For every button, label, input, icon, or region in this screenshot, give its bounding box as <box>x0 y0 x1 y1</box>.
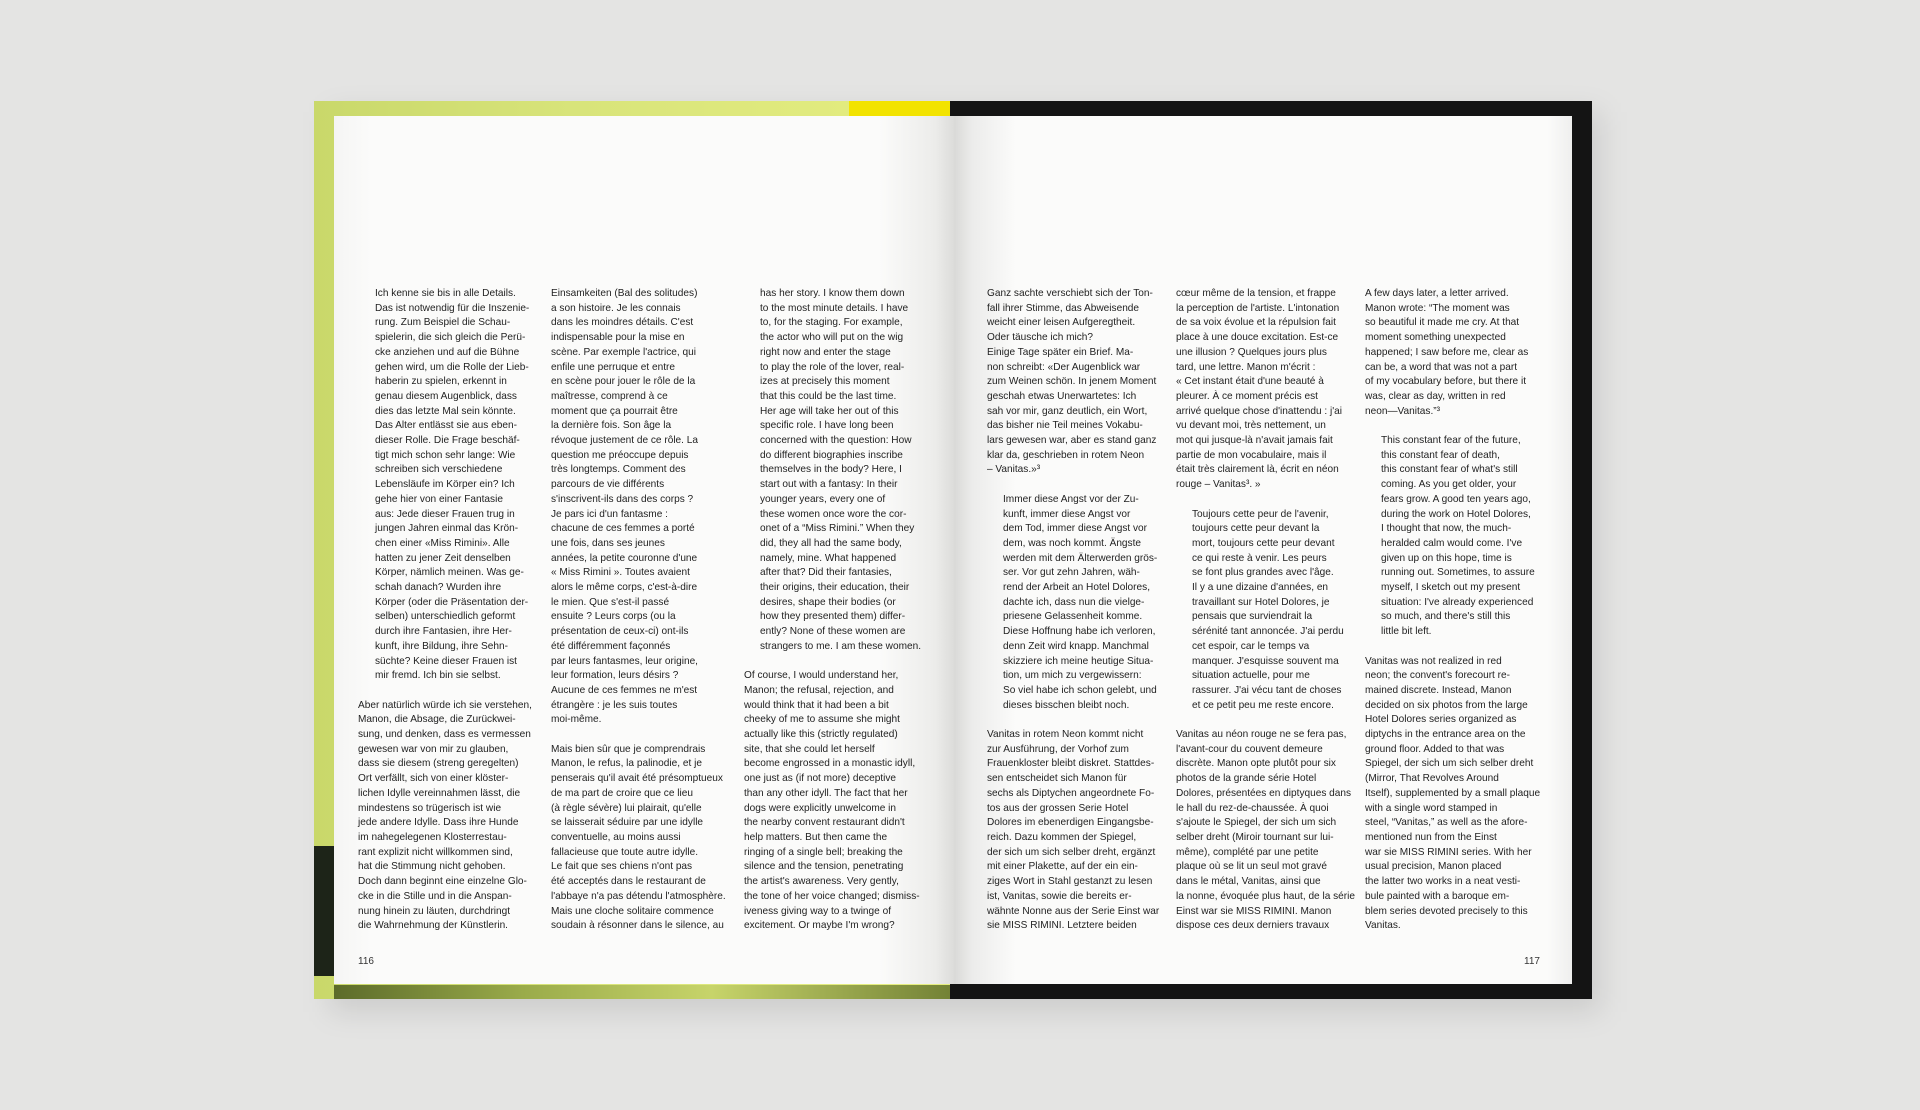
cover-yellow-strip <box>849 101 964 116</box>
page-number: 116 <box>358 956 374 967</box>
paragraph: Vanitas was not realized in red neon; the convent's forecourt re- mained discrete. Instead, Manon decided on six photos from the large Hotel Dolores series organized as diptychs in the entrance area on the ground floor. Added to that was Spiegel, der sich um sich selber dreht (Mirror, That Revolves Around Itself), supplemented by a small plaque with a single word stamped in steel, “Vanitas,” as well as the afore- mentioned nun from the Einst war sie MISS RIMINI series. With her usual precision, Manon placed the latter two works in a neat vesti- bule painted with a baroque em- blem series devoted precisely to this Vanitas. <box>1365 655 1541 932</box>
text-column-german <box>358 287 538 934</box>
text-column-french <box>1176 287 1356 934</box>
text-column-french <box>551 287 731 934</box>
paragraph: Aber natürlich würde ich sie verstehen, Manon, die Absage, die Zurückwei- sung, und denken, dass es vermessen gewesen war von mir zu glauben, dass sie diesem (streng geregelten) Ort verfällt, sich von einer klöster- lichen Idylle vereinnahmen lässt, die mindestens so trügerisch ist wie jede andere Idylle. Dass ihre Hunde im nahegelegenen Klosterrestau- rant explizit nicht willkommen sind, hat die Stimmung nicht gehoben. Doch dann beginnt eine einzelne Glo- cke in die Stille und in die Anspan- nung hinein zu läuten, durchdringt die Wahrnehmung der Künstlerin. <box>358 699 532 932</box>
paragraph: Ich kenne sie bis in alle Details. Das ist notwendig für die Inszenie- rung. Zum Beispiel die Schau- spielerin, die sich gleich die Perü- cke anziehen und auf die Bühne gehen wird, um die Rolle der Lieb- haberin zu spielen, erkennt in genau diesem Augenblick, dass dies das letzte Mal sein könnte. Das Alter entlässt sie aus eben- dieser Rolle. Die Frage beschäf- tigt mich schon sehr lange: Wie schreiben sich verschiedene Lebensläufe im Körper ein? Ich gehe hier von einer Fantasie aus: Jede dieser Frauen trug in jungen Jahren einmal das Krön- chen einer «Miss Rimini». Alle hatten zu jener Zeit denselben Körper, nämlich meinen. Was ge- schah danach? Wurden ihre Körper (oder die Präsentation der- selben) unterschiedlich geformt durch ihre Fantasien, ihre Her- kunft, ihre Bildung, ihre Sehn- süchte? Keine dieser Frauen ist mir fremd. Ich bin sie selbst. <box>375 288 530 682</box>
paragraph: Of course, I would understand her, Manon; the refusal, rejection, and would think that it had been a bit cheeky of me to assume she might actually like this (strictly regulated) site, that she could let herself become engrossed in a monastic idyll, one just as (if not more) deceptive than any other idyll. The fact that her dogs were explicitly unwelcome in the nearby convent restaurant didn't help matters. But then came the ringing of a single bell; breaking the silence and the tension, penetrating the artist's awareness. Very gently, the tone of her voice changed; dismiss- iveness giving way to a twinge of excitement. Or maybe I'm wrong? <box>744 670 920 932</box>
right-page <box>954 116 1572 984</box>
left-page <box>334 116 954 984</box>
paragraph: Toujours cette peur de l'avenir, toujours cette peur devant la mort, toujours cette peur devant ce qui reste à venir. Les peurs se font plus grandes avec l'âge. Il y a une dizaine d'années, en travaillant sur Hotel Dolores, je pensais que surviendrait la sérénité tant annoncée. J'ai perdu cet espoir, car le temps va manquer. J'esquisse souvent ma situation actuelle, pour me rassurer. J'ai vécu tant de choses et ce petit peu me reste encore. <box>1192 508 1344 711</box>
text-column-german <box>987 287 1167 934</box>
paragraph: Ganz sachte verschiebt sich der Ton- fall ihrer Stimme, das Abweisende weicht einer leisen Aufgeregtheit. Oder täusche ich mich? Einige Tage später ein Brief. Ma- non schreibt: «Der Augenblick war zum Weinen schön. In jenem Moment geschah etwas Unerwartetes: Ich sah vor mir, ganz deutlich, ein Wort, das bisher nie Teil meines Vokabu- lars gewesen war, aber es stand ganz klar da, geschrieben in rotem Neon – Vanitas.»³ <box>987 288 1157 476</box>
paragraph: Vanitas in rotem Neon kommt nicht zur Ausführung, der Vorhof zum Frauenkloster bleibt diskret. Stattdes- sen entscheidet sich Manon für sechs als Diptychen angeordnete Fo- tos aus der grossen Serie Hotel Dolores im ebenerdigen Eingangsbe- reich. Dazu kommen der Spiegel, der sich um sich selber dreht, ergänzt mit einer Plakette, auf der ein ein- ziges Wort in Stahl gestanzt zu lesen ist, Vanitas, sowie die bereits er- wähnte Nonne aus der Serie Einst war sie MISS RIMINI. Letztere beiden <box>987 729 1160 932</box>
text-column-english <box>1365 287 1550 934</box>
page-number: 117 <box>1524 956 1540 967</box>
paragraph: Mais bien sûr que je comprendrais Manon, le refus, la palinodie, et je penserais qu'il avait été présomptueux de ma part de croire que ce lieu (à règle sévère) lui plairait, qu'elle se laisserait séduire par une idylle conventuelle, au moins aussi fallacieuse que toute autre idylle. Le fait que ses chiens n'ont pas été acceptés dans le restaurant de l'abbaye n'a pas détendu l'atmosphère. Mais une cloche solitaire commence soudain à résonner dans le silence, au <box>551 743 726 932</box>
text-column-english <box>744 287 934 934</box>
paragraph: cœur même de la tension, et frappe la perception de l'artiste. L'intonation de sa voix évolue et la répulsion fait place à une douce excitation. Est-ce une illusion ? Quelques jours plus tard, une lettre. Manon m'écrit : « Cet instant était d'une beauté à pleurer. À ce moment précis est arrivé quelque chose d'inattendu : j'ai vu devant moi, très nettement, un mot qui jusque-là n'avait jamais fait partie de mon vocabulaire, mais il était très clairement là, écrit en néon rouge – Vanitas³. » <box>1176 288 1343 491</box>
paragraph: A few days later, a letter arrived. Manon wrote: “The moment was so beautiful it made me cry. At that moment something unexpected happened; I saw before me, clear as can be, a word that was not a part of my vocabulary before, but there it was, clear as day, written in red neon—Vanitas.”³ <box>1365 288 1529 417</box>
paragraph: Einsamkeiten (Bal des solitudes) a son histoire. Je les connais dans les moindres détails. C'est indispensable pour la mise en scène. Par exemple l'actrice, qui enfile une perruque et entre en scène pour jouer le rôle de la maîtresse, comprend à ce moment que ça pourrait être la dernière fois. Son âge la révoque justement de ce rôle. La question me préoccupe depuis très longtemps. Comment des parcours de vie différents s'inscrivent-ils dans des corps ? Je pars ici d'un fantasme : chacune de ces femmes a porté une fois, dans ses jeunes années, la petite couronne d'une « Miss Rimini ». Toutes avaient alors le même corps, c'est-à-dire le mien. Que s'est-il passé ensuite ? Leurs corps (ou la présentation de ceux-ci) ont-ils été différemment façonnés par leurs fantasmes, leur origine, leur formation, leurs désirs ? Aucune de ces femmes ne m'est étrangère : je les suis toutes moi-même. <box>551 288 699 726</box>
cover-dark-patch <box>314 846 336 976</box>
paragraph: Vanitas au néon rouge ne se fera pas, l'avant-cour du couvent demeure discrète. Manon opte plutôt pour six photos de la grande série Hotel Dolores, présentées en diptyques dans le hall du rez-de-chaussée. À quoi s'ajoute le Spiegel, der sich um sich selber dreht (Miroir tournant sur lui- même), complété par une petite plaque où se lit un seul mot gravé dans le métal, Vanitas, ainsi que la nonne, évoquée plus haut, de la série Einst war sie MISS RIMINI. Manon dispose ces deux derniers travaux <box>1176 729 1356 932</box>
paragraph: This constant fear of the future, this constant fear of death, this constant fear of what's still coming. As you get older, your fears grow. A good ten years ago, during the work on Hotel Dolores, I thought that now, the much- heralded calm would come. I've given up on this hope, time is running out. Sometimes, to assure myself, I sketch out my present situation: I've already experienced so much, and there's still this little bit left. <box>1381 435 1535 638</box>
cover-photo-edge <box>334 985 964 999</box>
paragraph: Immer diese Angst vor der Zu- kunft, immer diese Angst vor dem Tod, immer diese Angst vor dem, was noch kommt. Ängste werden mit dem Älterwerden grös- ser. Vor gut zehn Jahren, wäh- rend der Arbeit an Hotel Dolores, dachte ich, dass nun die vielge- priesene Gelassenheit komme. Diese Hoffnung habe ich verloren, denn Zeit wird knapp. Manchmal skizziere ich meine heutige Situa- tion, um mich zu vergewissern: So viel habe ich schon gelebt, und dieses bisschen bleibt noch. <box>1003 493 1158 711</box>
paragraph: has her story. I know them down to the most minute details. I have to, for the staging. For example, the actor who will put on the wig right now and enter the stage to play the role of the lover, real- izes at precisely this moment that this could be the last time. Her age will take her out of this specific role. I have long been concerned with the question: How do different biographies inscribe themselves in the body? Here, I start out with a fantasy: In their younger years, every one of these women once wore the cor- onet of a “Miss Rimini.” When they did, they all had the same body, namely, mine. What happened after that? Did their fantasies, their origins, their education, their desires, shape their bodies (or how they presented them) differ- ently? None of these women are strangers to me. I am these women. <box>760 288 922 652</box>
